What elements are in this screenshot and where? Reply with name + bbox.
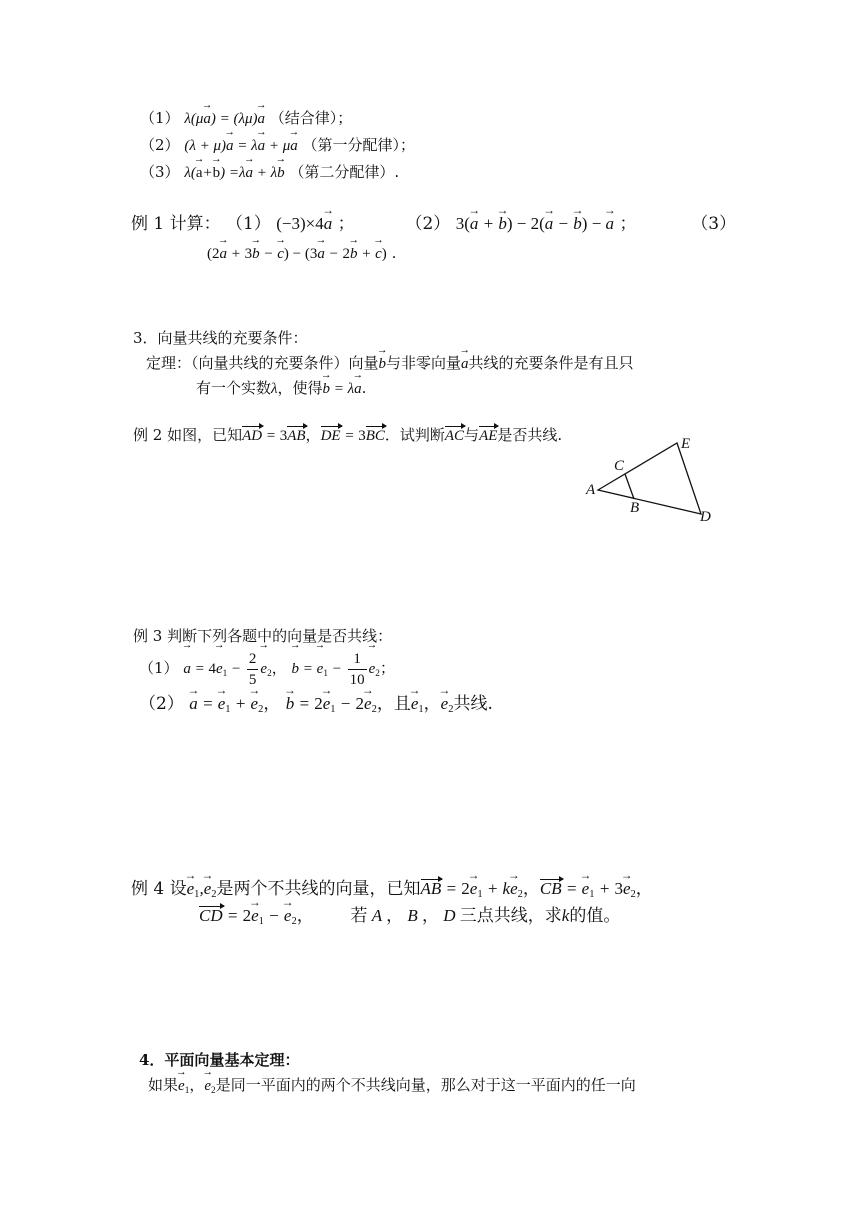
law-1-formula: λ(μ→ a) = (λμ)→ a bbox=[184, 111, 265, 127]
point-label-c: C bbox=[614, 458, 625, 474]
example-3-part-1 bbox=[139, 648, 395, 694]
example-1-part-2-label: （2） bbox=[405, 214, 451, 234]
law-3 bbox=[140, 162, 399, 183]
example-3-part-2 bbox=[139, 694, 493, 720]
example-4-mid: 是两个不共线的向量，已知 bbox=[216, 879, 421, 899]
law-2-note: （第一分配律）； bbox=[302, 136, 416, 154]
point-label-e: E bbox=[681, 436, 691, 452]
example-4-title: 例 4 设 bbox=[131, 879, 187, 899]
example-2-formula-2: DE = 3BC bbox=[320, 428, 385, 444]
example-3-formula-a: → $a = 4\to e_1$ − $\frac{2}{5}$ → $e_2$ bbox=[183, 661, 271, 677]
law-2-label: （2） bbox=[140, 136, 180, 154]
section-3-heading: 3．向量共线的充要条件： bbox=[133, 329, 308, 347]
example-3-e1: → $e_1$ bbox=[411, 694, 424, 713]
vector-ae: AE bbox=[479, 428, 498, 444]
example-4-comma-3: ， bbox=[296, 906, 314, 926]
example-3-sep-3: ， bbox=[423, 694, 441, 714]
section-3-theorem-line-2 bbox=[196, 378, 366, 399]
theorem-end: 共线的充要条件是有且只 bbox=[468, 354, 634, 372]
point-label-d: D bbox=[700, 509, 711, 525]
example-3-formula-b2: → $b = 2\to e_1 - 2\to e_2$ bbox=[286, 694, 377, 713]
example-4-points-end: 三点共线，求 bbox=[459, 906, 562, 926]
example-1-sep-1: ； bbox=[337, 214, 355, 234]
example-1-sep-2: ； bbox=[619, 214, 637, 234]
example-4-comma-2: ， bbox=[635, 879, 653, 899]
section-4-end: 是同一平面内的两个不共线向量，那么对于这一平面内的任一向 bbox=[215, 1076, 636, 1094]
example-3-end-2: 共线. bbox=[453, 694, 493, 714]
example-4-e1-e2: → $e_1,\to e_2$ bbox=[187, 879, 217, 898]
point-label-a: A bbox=[586, 482, 596, 498]
example-4-formula-cd: CD = $2\to e_1$ − → $e_2$ bbox=[199, 906, 297, 925]
example-4-line-2 bbox=[199, 906, 620, 932]
example-4-line-1 bbox=[131, 879, 653, 905]
example-4-k: k bbox=[561, 906, 570, 925]
theorem-line-2-mid: ，使得 bbox=[277, 379, 323, 397]
law-2-formula: (λ + μ)→ a = λ→ a + μ→ a bbox=[184, 138, 297, 154]
example-1-part-3-label: （3） bbox=[691, 214, 737, 234]
example-2-formula-1: AD = 3AB bbox=[242, 428, 306, 444]
example-2-and: 与 bbox=[464, 426, 480, 444]
vector-b: → b bbox=[379, 354, 387, 374]
section-4-sep: ， bbox=[189, 1076, 205, 1094]
law-1-note: （结合律）； bbox=[269, 109, 353, 127]
example-3-end-1: ； bbox=[379, 659, 395, 677]
example-1-line-1 bbox=[131, 214, 736, 234]
example-1-part-1-expr: (−3)×4→ a bbox=[276, 214, 332, 233]
theorem-line-2-end: . bbox=[361, 379, 367, 397]
theorem-formula: → b = λ→ a bbox=[323, 381, 362, 397]
law-3-formula: λ(→ a+→ b) =λ→ a + λ→ b bbox=[184, 165, 284, 181]
example-3-part-1-label: （1） bbox=[139, 659, 179, 677]
example-1-line-2 bbox=[207, 243, 396, 264]
example-3-formula-a2: → a = → $e_1$ + → $e_2$ bbox=[189, 694, 263, 713]
example-1-part-3-expr: (2→ a + 3→ b − → c) − (3→ a − 2→ b + → c) bbox=[207, 246, 387, 262]
example-4-if: 若 bbox=[350, 906, 368, 926]
example-2-line bbox=[133, 425, 562, 446]
example-3-and: ，且 bbox=[376, 694, 411, 714]
example-4-comma-1: ， bbox=[522, 879, 540, 899]
law-1-label: （1） bbox=[140, 109, 180, 127]
example-1-part-1-label: （1） bbox=[226, 214, 271, 234]
section-3-theorem-line-1 bbox=[146, 353, 634, 374]
example-3-sep: ， bbox=[271, 659, 287, 677]
law-3-label: （3） bbox=[140, 163, 180, 181]
theorem-prefix: 定理：（向量共线的充要条件）向量 bbox=[146, 354, 379, 372]
example-3-part-2-label: （2） bbox=[139, 694, 184, 714]
section-4-e1: → $e_1$ bbox=[178, 1078, 189, 1094]
theorem-line-2-prefix: 有一个实数 bbox=[196, 379, 272, 397]
example-1-part-2-expr: 3(→ a + → b) − 2(→ a − → b) − → a bbox=[456, 214, 614, 233]
section-4-line bbox=[148, 1075, 636, 1101]
example-3-e2: → $e_2$ bbox=[441, 694, 454, 713]
example-3-title: 例 3 判断下列各题中的向量是否共线： bbox=[133, 627, 393, 645]
section-4-e2: → $e_2$ bbox=[204, 1078, 215, 1094]
example-4-formula-ab: AB = $2\to e_1 + k\to e_2$ bbox=[421, 879, 523, 898]
example-2-title: 例 2 如图，已知 bbox=[133, 426, 243, 444]
law-1 bbox=[140, 108, 352, 129]
example-1-title: 例 1 计算： bbox=[131, 214, 221, 234]
section-4-prefix: 如果 bbox=[148, 1076, 179, 1094]
point-label-b: B bbox=[630, 500, 640, 516]
law-3-note: （第二分配律）. bbox=[289, 163, 400, 181]
example-1-end: . bbox=[391, 244, 397, 262]
example-4-formula-cb: CB = → $e_1 + 3\to e_2$ bbox=[540, 879, 636, 898]
example-3-sep-2: ， bbox=[263, 694, 281, 714]
example-2-comma: ， bbox=[305, 426, 321, 444]
theorem-mid: 与非零向量 bbox=[386, 354, 462, 372]
section-4-heading: 4．平面向量基本定理： bbox=[139, 1051, 300, 1069]
example-4-value-end: 的值。 bbox=[569, 906, 621, 926]
vector-ac: AC bbox=[444, 428, 465, 444]
triangle-ade bbox=[598, 443, 701, 514]
example-2-mid: ．试判断 bbox=[384, 426, 445, 444]
vector-a: → a bbox=[461, 354, 469, 374]
example-4-points: A ， B ， D bbox=[367, 906, 460, 925]
lambda-symbol: λ bbox=[271, 381, 278, 397]
segment-cb bbox=[625, 474, 634, 499]
example-2-end: 是否共线. bbox=[497, 426, 563, 444]
example-3-formula-b: → b = → $e_1$ − $\frac{1}{10}$ → $e_2$ bbox=[292, 661, 380, 677]
